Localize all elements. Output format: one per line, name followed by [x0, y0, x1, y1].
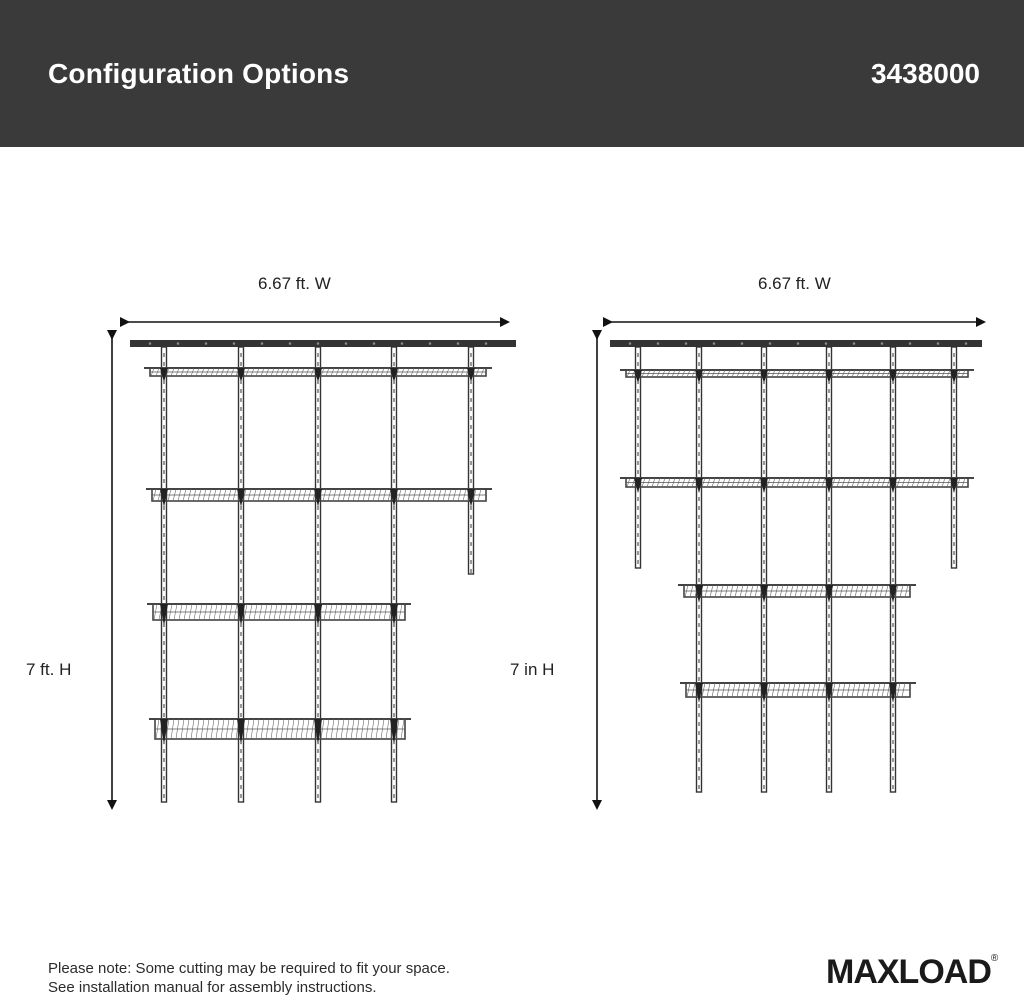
footer-note: [48, 959, 450, 997]
rail-hole: [629, 342, 632, 345]
rail-hole: [261, 342, 264, 345]
right-configuration: [597, 322, 984, 808]
rail-hole: [429, 342, 432, 345]
rail-hole: [149, 342, 152, 345]
rail-hole: [289, 342, 292, 345]
left-shelf-2: [146, 489, 492, 507]
rail-hole: [233, 342, 236, 345]
page-title: Configuration Options: [48, 58, 350, 89]
logo-registered-mark: ®: [990, 953, 998, 964]
rail-hole: [881, 342, 884, 345]
rail-hole: [457, 342, 460, 345]
logo-text: MAXLOAD: [826, 953, 991, 991]
rail-hole: [657, 342, 660, 345]
rail-hole: [485, 342, 488, 345]
rail-hole: [825, 342, 828, 345]
rail-hole: [401, 342, 404, 345]
rail-hole: [853, 342, 856, 345]
product-sku: 3438000: [870, 58, 980, 89]
right-width-label: 6.67 ft. W: [758, 274, 831, 293]
left-configuration: [112, 322, 516, 808]
left-width-label: 6.67 ft. W: [258, 274, 331, 293]
left-shelf-3: [147, 604, 411, 626]
rail-hole: [741, 342, 744, 345]
right-shelf-1: [620, 370, 974, 383]
rail-hole: [317, 342, 320, 345]
rail-hole: [205, 342, 208, 345]
rail-hole: [177, 342, 180, 345]
rail-hole: [713, 342, 716, 345]
rail-hole: [937, 342, 940, 345]
left-shelf-4: [149, 719, 411, 745]
rail-hole: [685, 342, 688, 345]
right-shelf-4: [680, 683, 916, 703]
left-height-label: 7 ft. H: [26, 660, 72, 679]
rail-hole: [965, 342, 968, 345]
maxload-logo: [826, 953, 997, 992]
right-hang-rail: [610, 340, 982, 347]
rail-hole: [373, 342, 376, 345]
rail-hole: [345, 342, 348, 345]
right-height-label: 7 in H: [510, 660, 555, 679]
right-shelf-2: [620, 478, 974, 493]
left-shelf-1: [144, 368, 492, 382]
note-line-2: See installation manual for assembly instructions.: [48, 979, 377, 996]
rail-hole: [797, 342, 800, 345]
rail-hole: [909, 342, 912, 345]
right-shelf-3: [678, 585, 916, 603]
rail-hole: [769, 342, 772, 345]
note-line-1: Please note: Some cutting may be required to fit your space.: [48, 960, 450, 977]
